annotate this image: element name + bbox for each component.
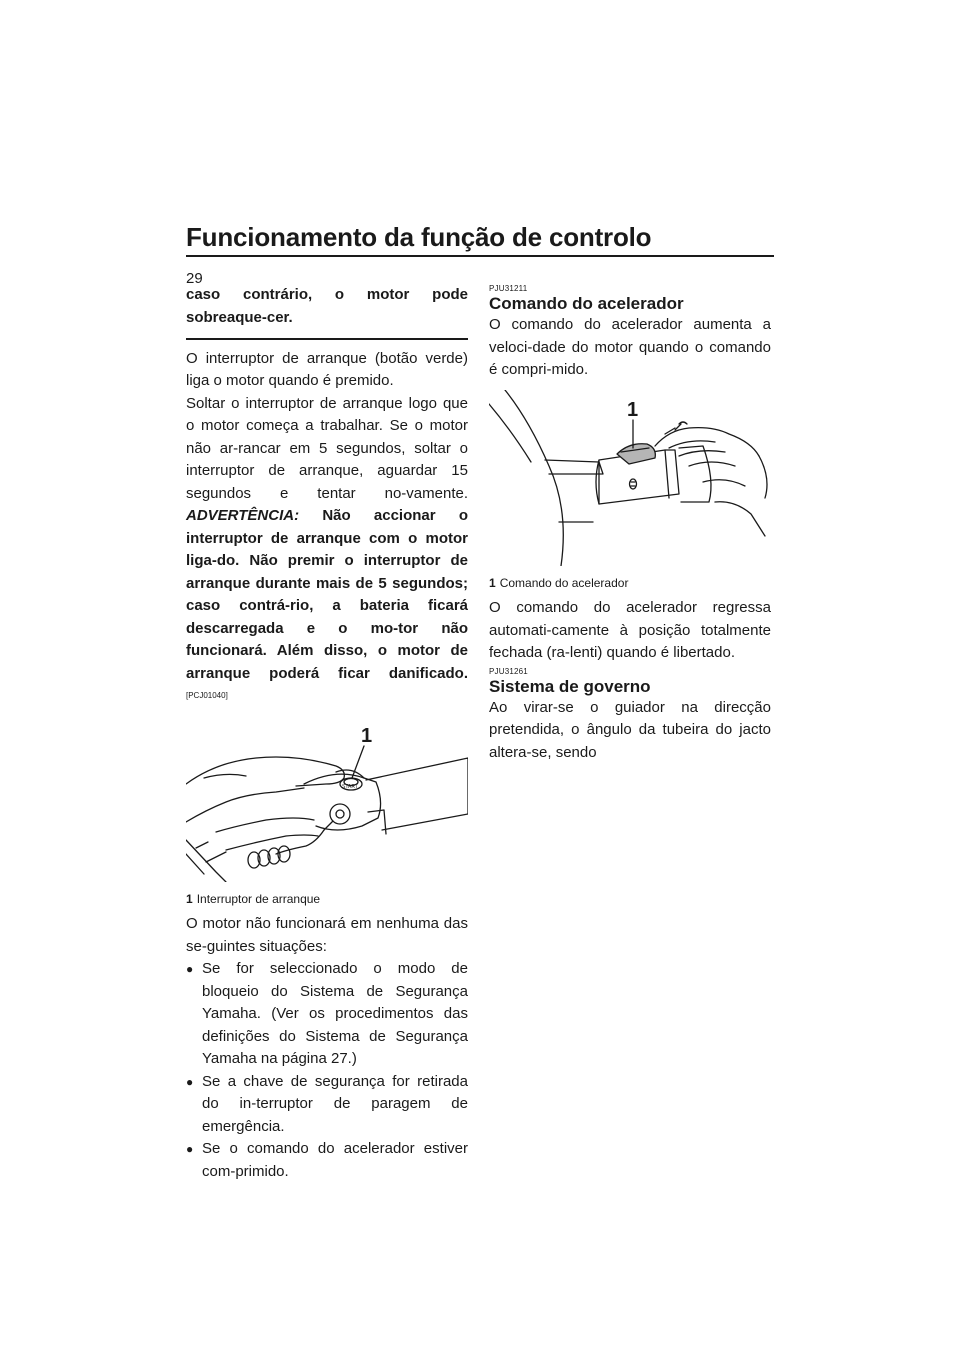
title-rule [186,255,774,257]
start-button-label: START [342,783,358,790]
right-column [489,282,771,764]
caption-text: Interruptor de arranque [196,892,321,906]
figure-callout-number: 1 [627,398,639,421]
conditions-list [186,958,468,1183]
left-column [186,282,468,1183]
warning-label: ADVERTÊNCIA: [186,507,300,524]
caption-number: 1 [489,576,496,590]
caption-number: 1 [186,892,193,906]
paragraph-throttle-return: O comando do acelerador regressa automati-camente à posição totalmente fechada (ra-lenti) quando é libertado. [489,599,771,661]
filled-circle-bullet-icon: ● [186,962,194,976]
start-instructions: Soltar o interruptor de arranque logo que o motor começa a trabalhar. Se o motor não ar-rancar em 5 segundos, soltar o interruptor de arranque, aguardar 15 segundos e tentar no-vamente. [186,394,468,502]
paragraph-throttle: O comando do acelerador aumenta a veloci-dade do motor quando o comando é compri-mido. [489,316,771,378]
section-code-steering: PJU31261 [489,666,528,676]
warning-text: Não accionar o interruptor de arranque com o motor liga-do. Não premir o interruptor de arranque durante mais de 5 segundos; caso contrá-rio, a bateria ficará descarregada e o mo-tor não funcionará. Além disso, o motor de arranque poderá ficar danificado. [186,507,468,682]
paragraph-conditions: O motor não funcionará em nenhuma das se-guintes situações: [186,915,468,955]
caption-text: Comando do acelerador [499,576,629,590]
heading-throttle: Comando do acelerador [489,294,684,313]
page-number: 29 [186,270,203,287]
figure-start-switch [186,722,468,908]
paragraph-steering: Ao virar-se o guiador na direcção pretendida, o ângulo da tubeira do jacto altera-se, sendo [489,698,771,761]
figure-caption-throttle [489,575,771,591]
page-title: Funcionamento da função de controlo [186,222,652,252]
figure-caption-start [186,891,468,907]
warning-end-rule [186,338,468,340]
paragraph-start-switch: O interruptor de arranque (botão verde) liga o motor quando é premido. [186,349,468,389]
section-code-throttle: PJU31211 [489,284,528,293]
filled-circle-bullet-icon: ● [186,1142,194,1156]
figure-callout-number: 1 [361,724,373,747]
start-switch-illustration [186,722,468,882]
figure-throttle [489,390,771,592]
warning-continuation: caso contrário, o motor pode sobreaque-cer. [186,286,468,326]
paragraph-start-warning [186,393,468,710]
heading-steering: Sistema de governo [489,676,651,696]
filled-circle-bullet-icon: ● [186,1074,194,1089]
list-item: ● Se a chave de segurança for retirada do in-terruptor de paragem de emergência. [186,1072,468,1135]
list-item: ● Se o comando do acelerador estiver com-primido. [186,1140,468,1180]
warning-code: [PCJ01040] [186,691,228,700]
throttle-lever-illustration [489,390,771,566]
list-item: ● Se for seleccionado o modo de bloqueio do Sistema de Segurança Yamaha. (Ver os procedimentos das definições do Sistema de Segurança Yamaha na página 27.) [186,960,468,1067]
